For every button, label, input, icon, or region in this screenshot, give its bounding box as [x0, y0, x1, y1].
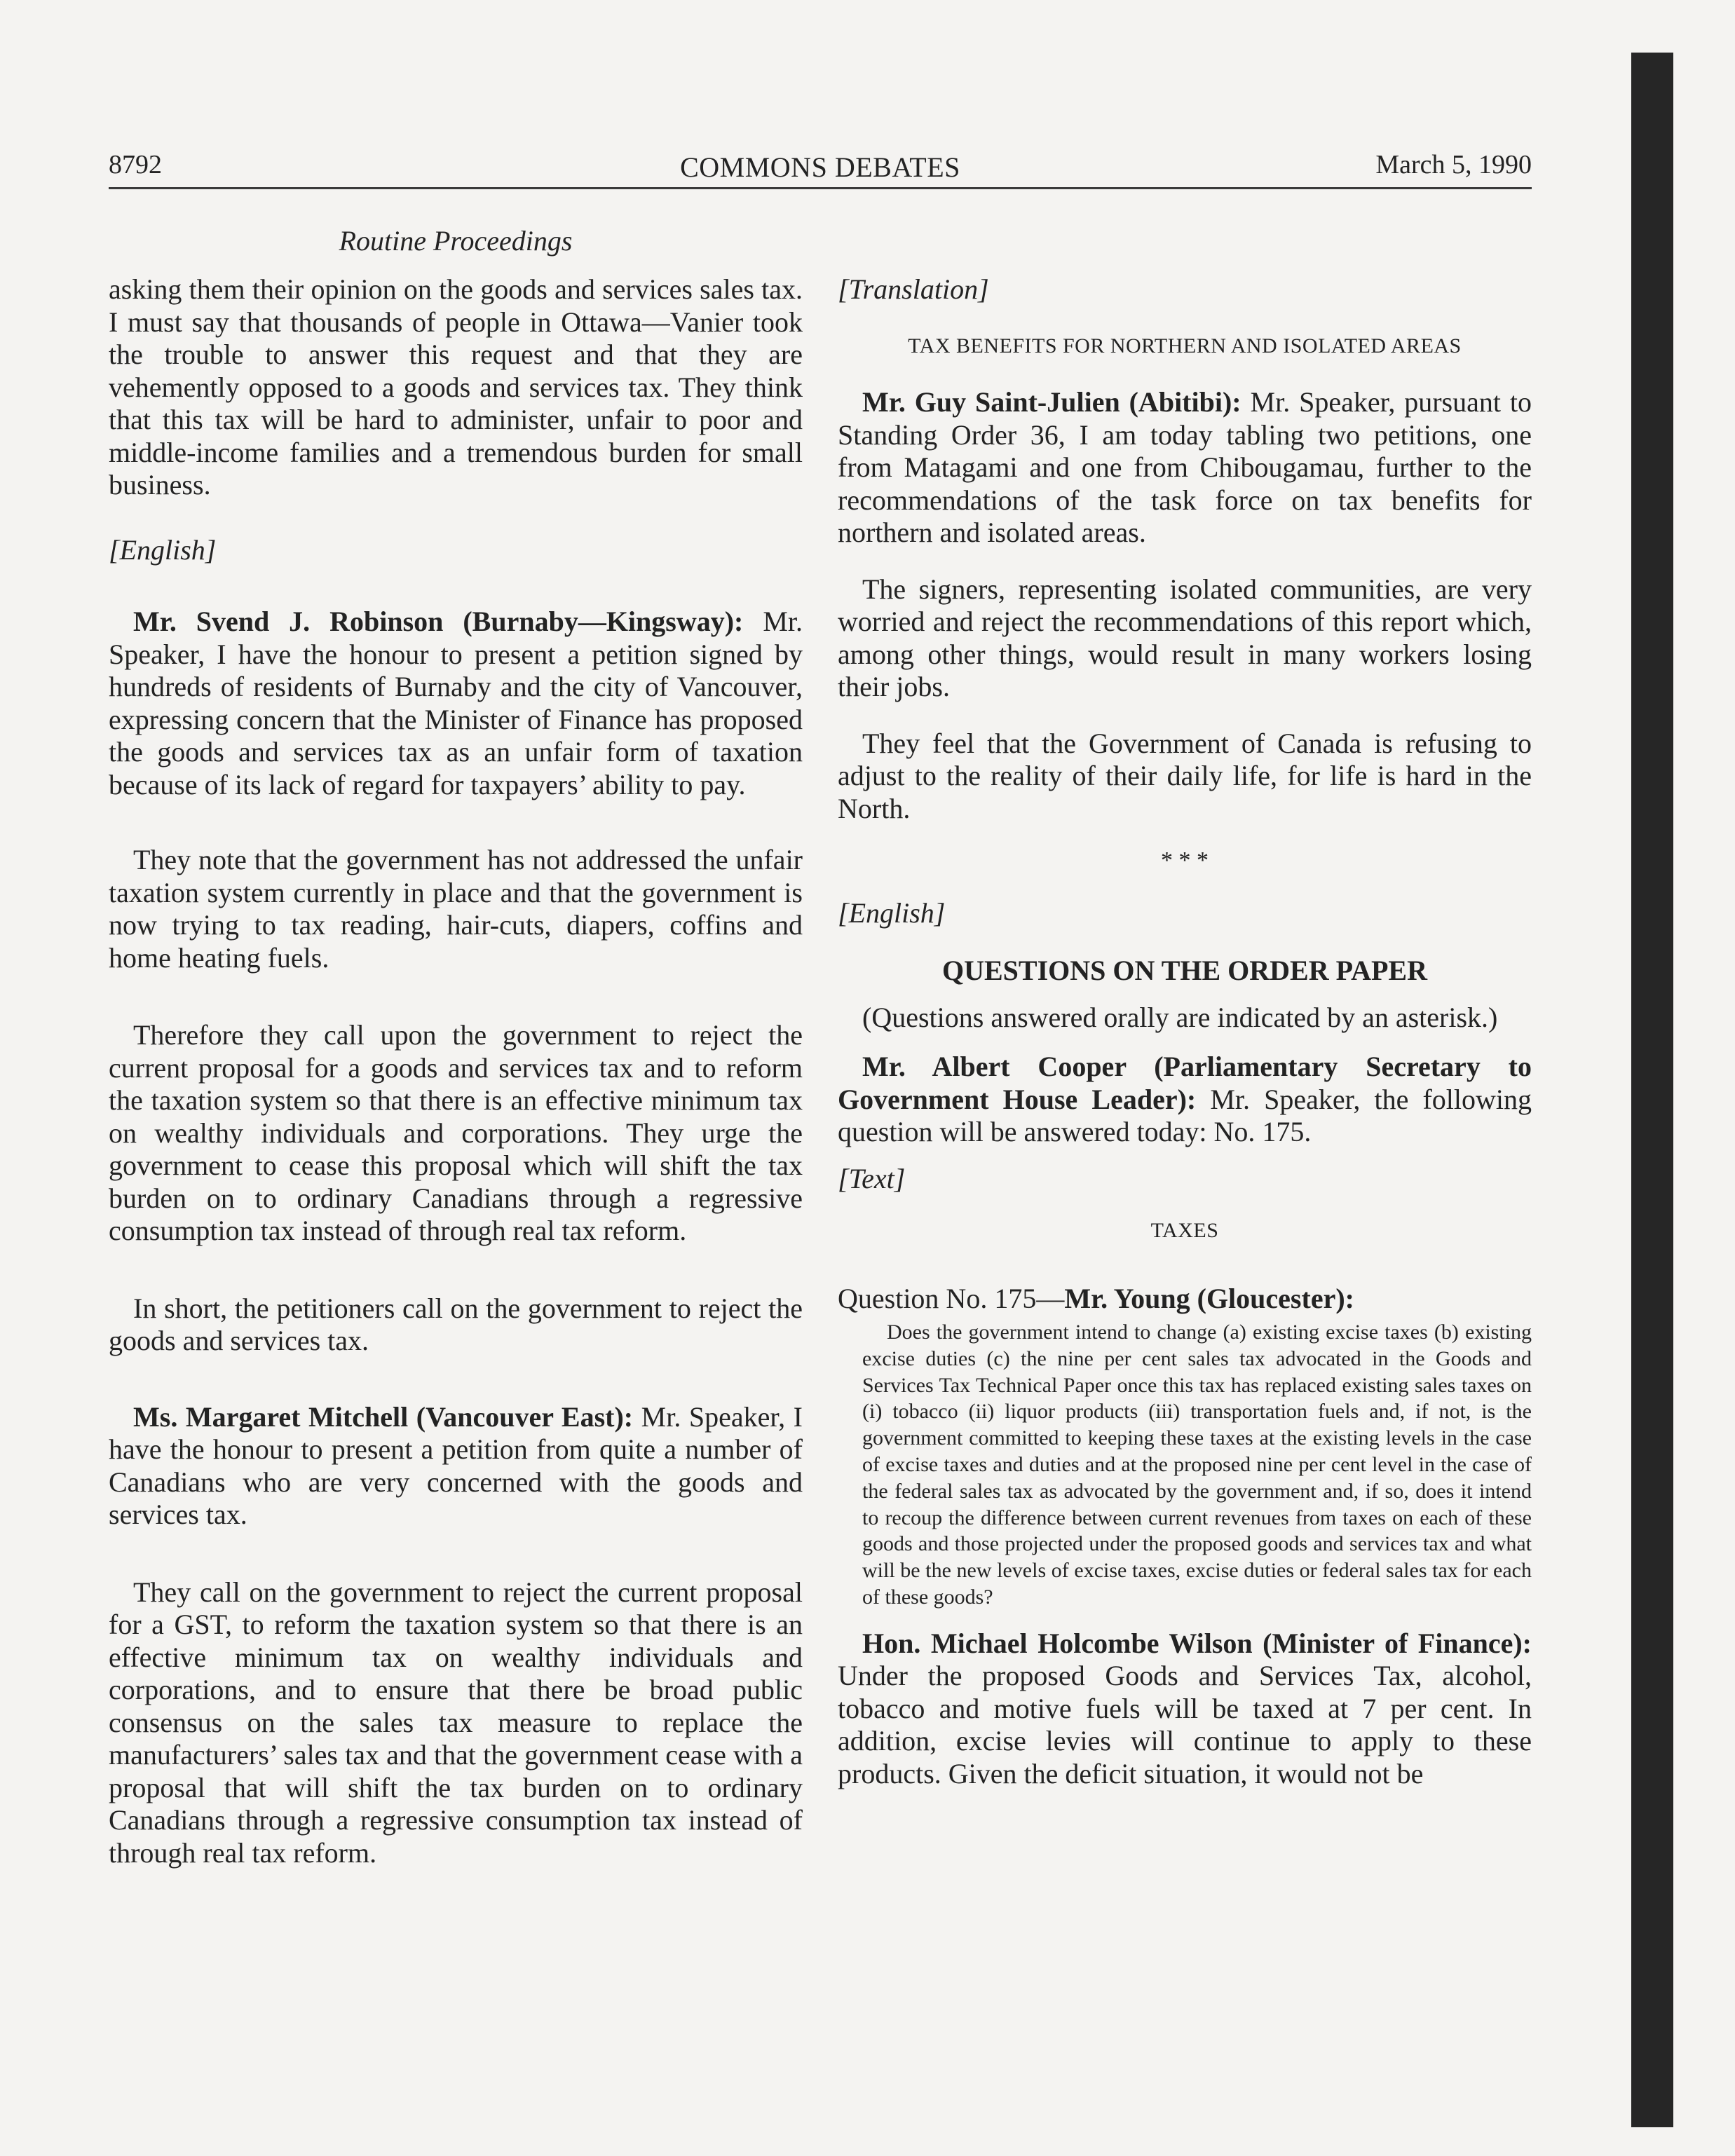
speaker-name: Mr. Svend J. Robinson (Burnaby—Kingsway): [133, 606, 744, 637]
paragraph [109, 606, 803, 801]
page-header [109, 144, 1532, 186]
subheading: TAX BENEFITS FOR NORTHERN AND ISOLATED AREAS [908, 334, 1462, 357]
paragraph [838, 1628, 1532, 1791]
paragraph: They feel that the Government of Canada is refusing to adjust to the reality of their daily life, for life is hard in the North. [838, 727, 1532, 824]
speech-text: Mr. Speaker, I have the honour to present a petition from quite a number of Canadians who are very concerned with the goods and services tax. [109, 1400, 803, 1530]
speech-text: Mr. Speaker, I have the honour to present a petition signed by hundreds of residents of Burnaby and the city of Vancouver, expressing concern that the Minister of Finance has proposed the goods and services tax as an unfair form of taxation because of its lack of regard for taxpayers’ ability to pay. [109, 606, 803, 800]
speaker-name: Ms. Margaret Mitchell (Vancouver East): [133, 1400, 634, 1433]
paragraph: asking them their opinion on the goods and services sales tax. I must say that thousands of people in Ottawa—Vanier took the trouble to answer this request and that they are vehemently opposed to a goods and services tax. They think that this tax will be hard to administer, unfair to poor and middle-income families and a tremendous burden for small business. [109, 273, 803, 500]
paragraph [838, 386, 1532, 550]
right-column [838, 273, 1532, 1790]
question-label: Question No. 175— [838, 1282, 1065, 1314]
speech-text: Mr. Speaker, the following question will be answered today: No. 175. [838, 1083, 1532, 1147]
document-page [109, 144, 1532, 2106]
language-tag: [English] [109, 533, 217, 566]
publication-date: March 5, 1990 [1375, 150, 1532, 179]
paragraph: (Questions answered orally are indicated by an asterisk.) [862, 1001, 1498, 1033]
format-tag: [Text] [838, 1162, 906, 1194]
language-tag: [English] [838, 896, 946, 929]
paragraph: The signers, representing isolated communities, are very worried and reject the recommendations of this report which, among other things, would result in many workers losing their jobs. [838, 573, 1532, 702]
question-text: Does the government intend to change (a) existing excise taxes (b) existing excise duties (c) the nine per cent sales tax advocated in the Goods and Services Tax Technical Paper once this tax has replaced existing sales taxes on (i) tobacco (ii) liquor products (iii) transportation fuels and, if not, is the government committed to keeping these taxes at the existing levels in the case of excise taxes and duties and at the proposed nine per cent level in the case of the federal sales tax as advocated by the government and, if so, does it intend to recoup the difference between current revenues from taxes on each of these goods and those projected under the proposed goods and services tax and what will be the new levels of excise taxes, excise duties or federal sales tax for each of these goods? [862, 1321, 1532, 1609]
section-title: Routine Proceedings [339, 225, 573, 257]
speaker-name: Mr. Guy Saint-Julien (Abitibi): [862, 386, 1241, 418]
paragraph: Therefore they call upon the government to reject the current proposal for a goods and services tax and to reform the taxation system so that there is an effective minimum tax on wealthy individuals and corporations. They urge the government to cease this proposal which will shift the tax burden on to ordinary Canadians through a regressive consumption tax instead of through real tax reform. [109, 1019, 803, 1246]
paragraph [109, 1401, 803, 1531]
section-heading: QUESTIONS ON THE ORDER PAPER [942, 955, 1427, 986]
speaker-name: Mr. Albert Cooper (Parliamentary Secretary to Government House Leader): [838, 1051, 1532, 1115]
section-separator: * * * [1161, 847, 1209, 873]
speech-text: Mr. Speaker, pursuant to Standing Order 36, I am today tabling two petitions, one from Matagami and one from Chibougamau, further to the recommendations of the task force on tax benefits for northern and isolated areas. [838, 386, 1532, 548]
question-heading [838, 1283, 1532, 1316]
scan-edge [1631, 53, 1673, 2127]
paragraph: In short, the petitioners call on the government to reject the goods and services tax. [109, 1292, 803, 1356]
paragraph: They call on the government to reject the current proposal for a GST, to reform the taxation system so that there is an effective minimum tax on wealthy individuals and corporations, and to ensure that there be broad public consensus on the sales tax measure to replace the manufacturers’ sales tax and that the government cease with a proposal that will shift the tax burden on to ordinary Canadians through a regressive consumption tax instead of through real tax reform. [109, 1576, 803, 1869]
page-number: 8792 [109, 150, 162, 179]
publication-title: COMMONS DEBATES [680, 151, 960, 183]
header-rule [109, 187, 1532, 189]
language-tag: [Translation] [838, 273, 989, 305]
speech-text: Under the proposed Goods and Services Tax, alcohol, tobacco and motive fuels will be taxed at 7 per cent. In addition, excise levies will continue to apply to these products. Given the deficit situation, it would not be [838, 1660, 1532, 1789]
paragraph [838, 1051, 1532, 1149]
paragraph: They note that the government has not addressed the unfair taxation system currently in place and that the government is now trying to tax reading, hair-cuts, diapers, coffins and home heating fuels. [109, 844, 803, 974]
speaker-name: Hon. Michael Holcombe Wilson (Minister of Finance): [862, 1627, 1532, 1659]
left-column [109, 273, 803, 1869]
subheading: TAXES [1150, 1219, 1219, 1242]
question-member: Mr. Young (Gloucester): [1064, 1282, 1354, 1314]
